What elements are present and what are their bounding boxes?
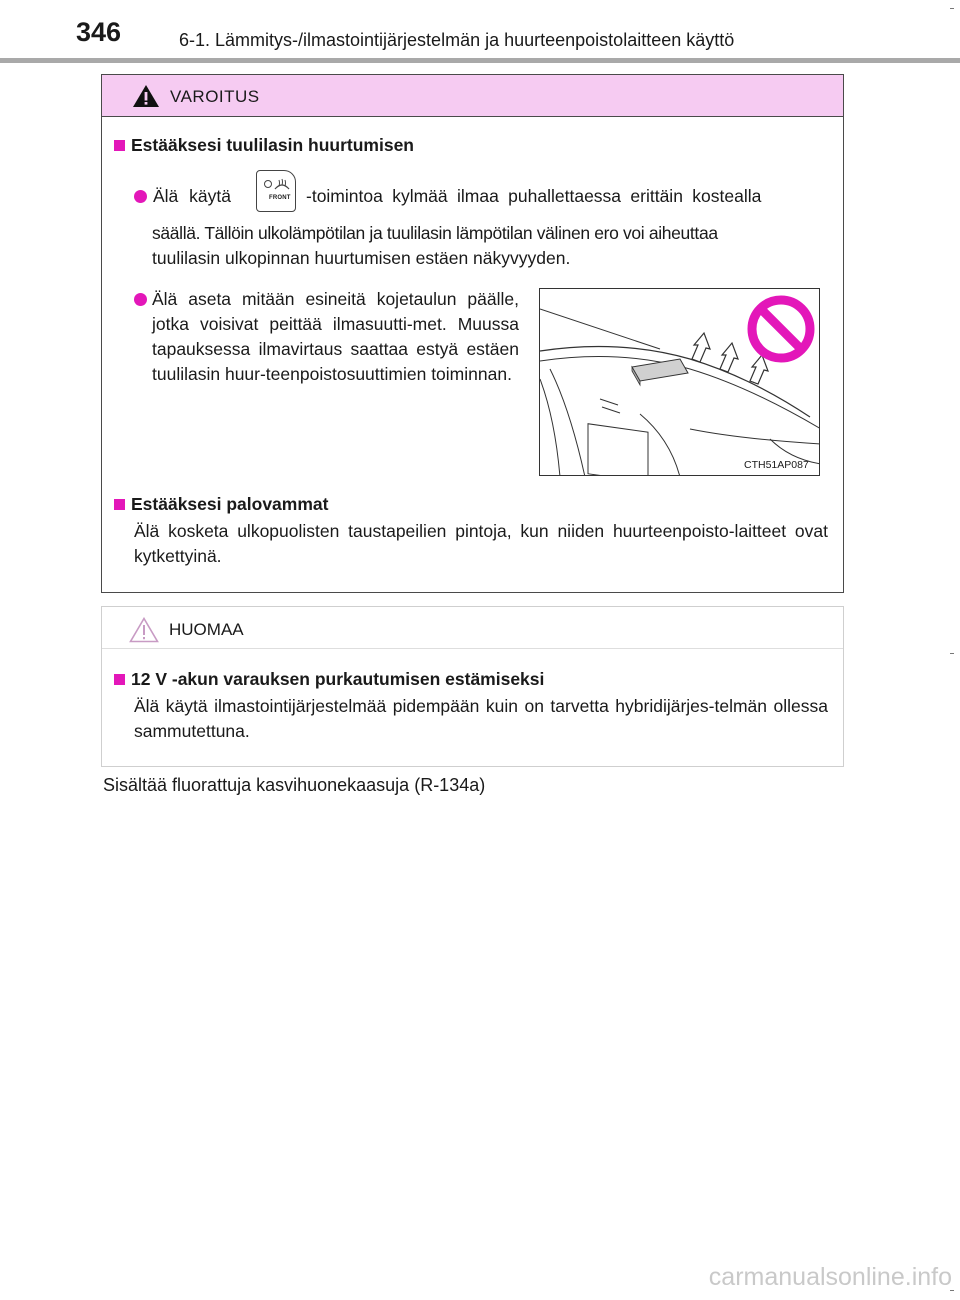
warning-item-1-line-1: Älä käytä — [134, 186, 231, 207]
warning-header — [102, 75, 843, 117]
square-bullet-icon — [114, 499, 125, 510]
warning-item-2: Älä aseta mitään esineitä kojetaulun päälle, jotka voisivat peittää ilmasuutti-met. Muussa tapauksessa ilmavirtaus saattaa estyä estäen tuulilasin huur-teenpoistosuuttimien toiminnan. — [134, 287, 519, 387]
round-bullet-icon — [134, 293, 147, 306]
footer-note: Sisältää fluorattuja kasvihuonekaasuja (R-134a) — [103, 775, 486, 795]
warning-text-2: Älä kosketa ulkopuolisten taustapeilien pintoja, kun niiden huurteenpoisto-laitteet ovat kytkettyinä. — [134, 521, 828, 566]
page-number: 346 — [76, 17, 122, 47]
warning-label: VAROITUS — [170, 87, 260, 106]
edge-tick — [950, 653, 954, 654]
square-bullet-icon — [114, 674, 125, 685]
front-defroster-button-icon: FRONT — [256, 170, 296, 212]
header-rule — [0, 58, 960, 63]
warning-heading-2: Estääksesi palovammat — [114, 494, 328, 515]
figure-code: CTH51AP087 — [744, 459, 809, 471]
prohibited-icon — [752, 300, 810, 358]
notice-heading-1: 12 V -akun varauksen purkautumisen estämiseksi — [114, 669, 544, 690]
caution-triangle-icon — [129, 617, 159, 643]
notice-text-1: Älä käytä ilmastointijärjestelmää pidempään kuin on tarvetta hybridijärjes-telmän ollessa sammutettuna. — [134, 696, 828, 741]
warning-item-1-line-2: säällä. Tällöin ulkolämpötilan ja tuulilasin lämpötilan välinen ero voi aiheuttaa — [152, 223, 718, 243]
warning-item-1-line-1-after: -toimintoa kylmää ilmaa puhallettaessa erittäin kostealla — [306, 186, 762, 206]
edge-tick — [950, 8, 954, 9]
square-bullet-icon — [114, 140, 125, 151]
warning-item-1-line-3: tuulilasin ulkopinnan huurtumisen estäen näkyvyyden. — [152, 248, 571, 268]
warning-triangle-icon — [132, 84, 160, 108]
warning-heading-1: Estääksesi tuulilasin huurtumisen — [114, 135, 414, 156]
section-title: 6-1. Lämmitys-/ilmastointijärjestelmän ja huurteenpoistolaitteen käyttö — [179, 30, 735, 50]
notice-header — [102, 607, 843, 649]
round-bullet-icon — [134, 190, 147, 203]
notice-label: HUOMAA — [169, 620, 244, 639]
dashboard-illustration — [539, 288, 820, 476]
watermark: carmanualsonline.info — [708, 1263, 952, 1291]
